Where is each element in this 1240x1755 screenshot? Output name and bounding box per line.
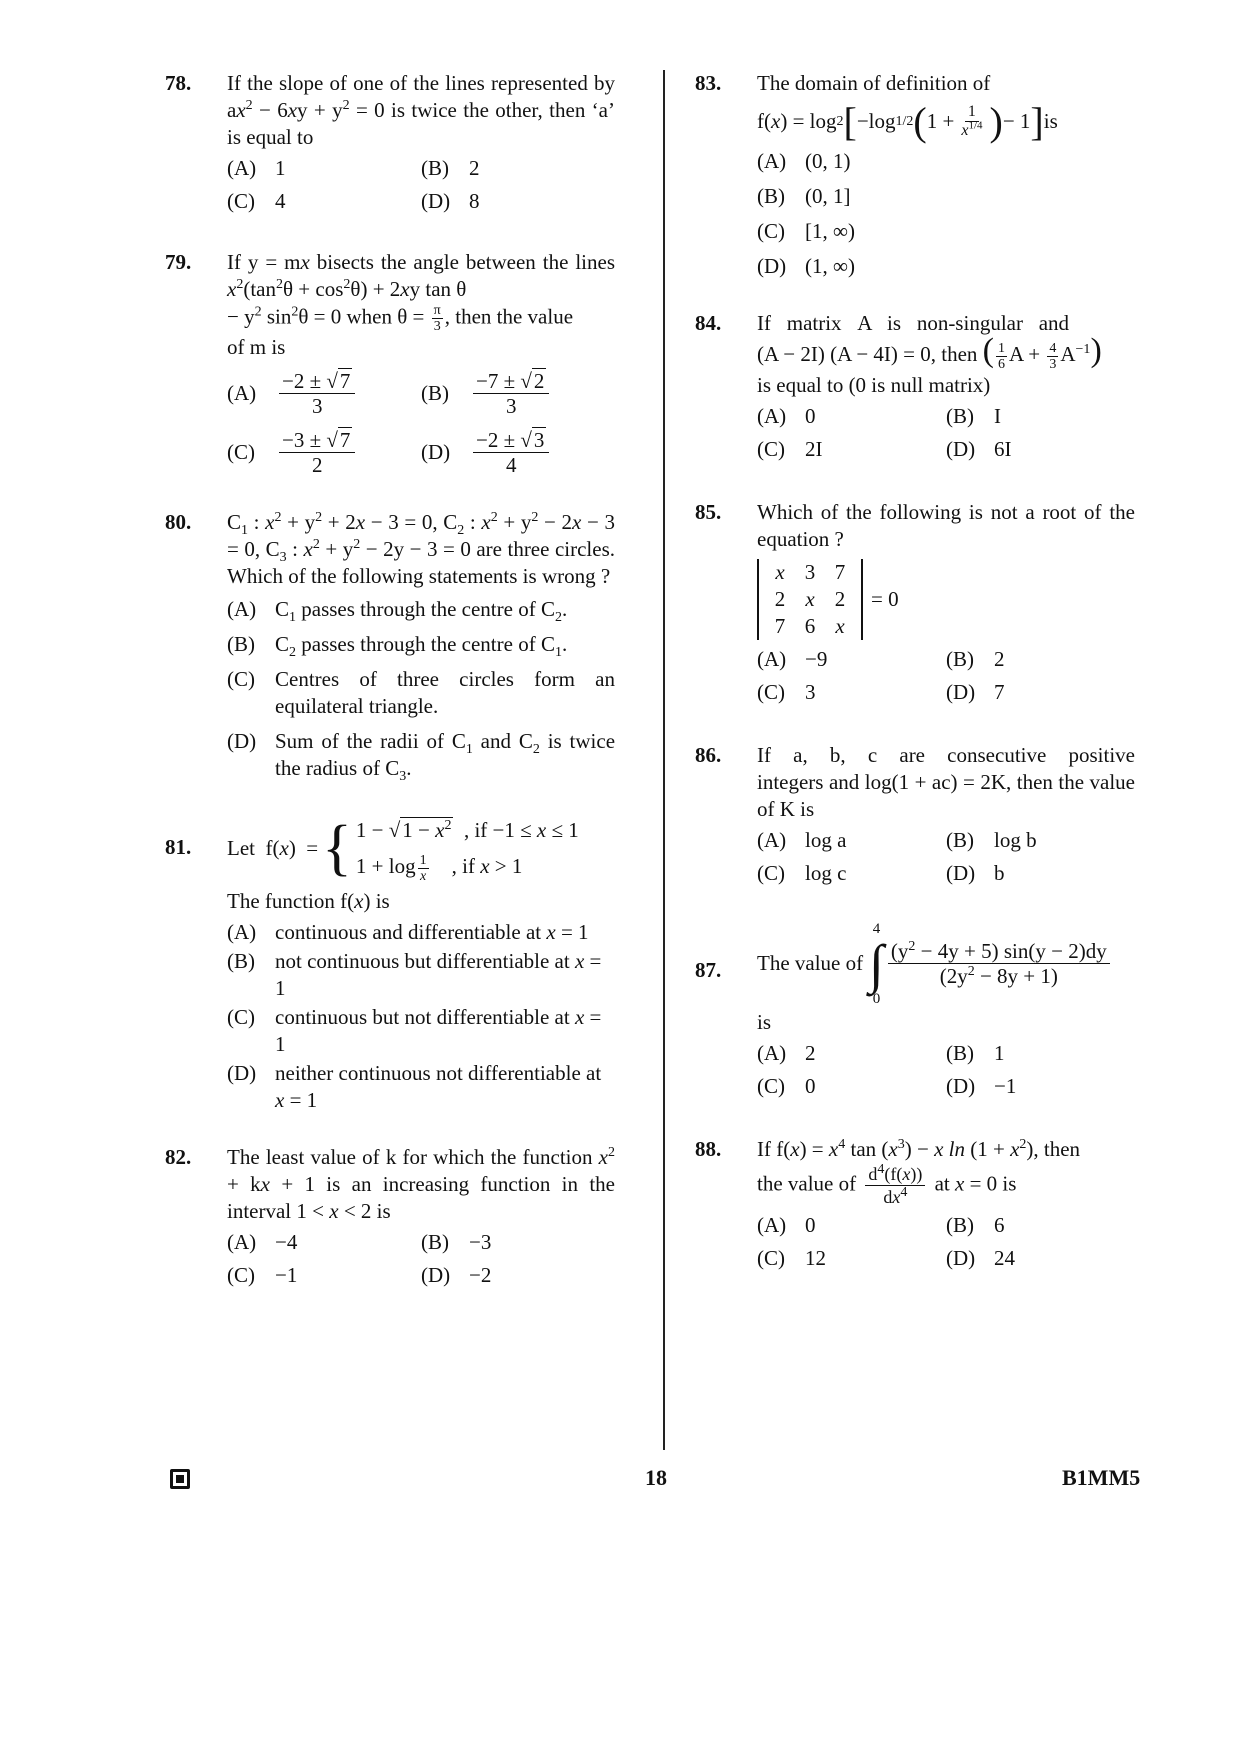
question-83 xyxy=(695,70,1135,280)
question-number: 78. xyxy=(165,71,192,95)
option-b: (B) 2 xyxy=(421,156,480,180)
options xyxy=(227,919,615,1114)
option-b: (B) $\frac{-7 \pm √2}{3}$ xyxy=(421,369,615,418)
option-a: (A) $\frac{-2 \pm √7}{3}$ xyxy=(227,369,421,418)
question-stem: If the slope of one of the lines represented by $ax^2 - 6xy + y^2 = 0$ is twice the other, then ‘a’ is equal to xyxy=(227,71,615,149)
question-stem: If $f(x) = x^4$ $\tan (x^3) - x$ $\ln (1 + x^2)$, then the value of $\frac{d^4(f(x))}{dx^4}$ at x = 0 is xyxy=(757,1136,1081,1207)
question-87 xyxy=(695,921,1135,1100)
question-substem: is xyxy=(757,1009,772,1034)
option-a: (A) 2 xyxy=(757,1040,816,1065)
options xyxy=(757,1212,1135,1272)
option-c: (C) $\frac{-3 \pm √7}{2}$ xyxy=(227,428,421,477)
question-stem: Let f(x) = { $1 - √1 - x^2$ , if −1 ≤ x ≤ 1 1 + log $\frac{1}{x}$ , if x > 1 xyxy=(227,814,579,884)
question-number: 84. xyxy=(695,311,722,335)
question-80 xyxy=(165,509,616,785)
determinant-equation: x 3 7 2 x 2 7 6 x = 0 xyxy=(757,559,1135,640)
option-c: (C) log c xyxy=(757,860,847,885)
option-d: (D) −1 xyxy=(946,1073,1017,1098)
options xyxy=(757,403,1135,463)
square-marker-icon xyxy=(170,1469,190,1489)
option-c: (C) Centres of three circles form an equilateral triangle. xyxy=(227,667,615,718)
question-stem: If y = mx bisects the angle between the lines $x^2(\tan^2\theta + \cos^2\theta) + 2xy$ tan θ − $y^2$ $\sin^2\theta = 0$ when θ = $\frac{\pi}{3}$ , then the value of m is xyxy=(227,250,615,359)
option-c: (C) [1, ∞) xyxy=(757,219,855,243)
question-85 xyxy=(695,499,1135,706)
question-stem: The value of 4 ∫ 0 $\frac{(y^2 - 4y + 5) \sin(y - 2)dy}{(2y^2 - 8y + 1)}$ xyxy=(757,921,1135,1007)
question-number: 83. xyxy=(695,71,722,95)
options xyxy=(757,827,1135,887)
option-d: (D) b xyxy=(946,860,1005,885)
question-stem: If matrix A is non-singular and (A − 2I) (A − 4I) = 0, then ( $\frac{1}{6}$ A + $\frac{4}{3}$ $A^{-1}$) is equal to (0 is null matrix) xyxy=(757,311,1102,397)
option-a: (A) −9 xyxy=(757,646,828,671)
option-a: (A) 1 xyxy=(227,156,286,180)
option-a: (A) 0 xyxy=(757,1212,816,1237)
option-b: (B) $C_2$ passes through the centre of $C_1$. xyxy=(227,632,568,661)
question-number: 85. xyxy=(695,499,722,524)
option-b: (B) 6 xyxy=(946,1212,1005,1237)
option-b: (B) not continuous but differentiable at x = 1 xyxy=(227,949,602,1000)
question-stem: The least value of k for which the function $x^2$ + kx + 1 is an increasing function in the interval 1 < x < 2 is xyxy=(227,1145,615,1223)
booklet-code: B1MM5 xyxy=(1062,1465,1141,1490)
options xyxy=(227,1229,615,1289)
option-d: (D) Sum of the radii of $C_1$ and $C_2$ is twice the radius of $C_3$. xyxy=(227,729,616,785)
option-d: (D) 8 xyxy=(421,189,480,213)
question-number: 80. xyxy=(165,510,192,534)
option-a: (A) continuous and differentiable at x = 1 xyxy=(227,920,589,944)
option-b: (B) log b xyxy=(946,827,1037,852)
page-number: 18 xyxy=(645,1465,667,1490)
option-d: (D) 6I xyxy=(946,436,1012,461)
option-b: (B) I xyxy=(946,403,1001,428)
option-d: (D) neither continuous not differentiable at x = 1 xyxy=(227,1061,602,1112)
question-substem: The function f(x) is xyxy=(227,889,390,913)
option-c: (C) continuous but not differentiable at x = 1 xyxy=(227,1005,602,1056)
options xyxy=(227,596,616,785)
question-86 xyxy=(695,742,1135,887)
question-81 xyxy=(165,812,615,1114)
option-d: (D) 24 xyxy=(946,1245,1015,1270)
question-stem: $C_1$ : $x^2 + y^2 + 2x - 3 = 0$, $C_2$ : $x^2 + y^2 - 2x - 3 = 0$, $C_3$ : $x^2 + y^2 - 2y - 3 = 0$ are three circles. Which of the following statements is wrong ? xyxy=(227,510,616,588)
option-b: (B) −3 xyxy=(421,1230,492,1254)
question-number: 81. xyxy=(165,835,192,859)
options xyxy=(757,646,1135,706)
option-d: (D) (1, ∞) xyxy=(757,254,855,278)
option-c: (C) 0 xyxy=(757,1073,816,1098)
question-number: 82. xyxy=(165,1145,192,1169)
left-column xyxy=(165,70,615,1289)
option-a: (A) log a xyxy=(757,827,847,852)
option-d: (D) −2 xyxy=(421,1263,492,1287)
options xyxy=(227,369,615,477)
right-column xyxy=(695,70,1135,1272)
option-c: (C) 4 xyxy=(227,189,286,213)
option-a: (A) −4 xyxy=(227,1230,298,1254)
question-84 xyxy=(695,310,1135,463)
option-c: (C) −1 xyxy=(227,1263,298,1287)
question-stem: If a, b, c are consecutive positive integers and log(1 + ac) = 2K, then the value of K is xyxy=(757,742,1135,821)
question-78 xyxy=(165,70,615,215)
option-d: (D) $\frac{-2 \pm √3}{4}$ xyxy=(421,428,615,477)
option-a: (A) 0 xyxy=(757,403,816,428)
column-divider xyxy=(663,70,665,1450)
question-stem: The domain of definition of xyxy=(757,71,991,95)
option-b: (B) (0, 1] xyxy=(757,184,851,208)
options xyxy=(227,155,615,215)
option-a: (A) (0, 1) xyxy=(757,149,851,173)
options xyxy=(757,148,1135,280)
option-b: (B) 2 xyxy=(946,646,1005,671)
option-b: (B) 1 xyxy=(946,1040,1005,1065)
question-formula: f( x ) = log 2 [ −log 1/2 ( 1 + $\frac{1}{x^{1/4}}$ ) − 1 ] is xyxy=(757,99,1058,144)
question-number: 86. xyxy=(695,742,722,767)
question-79 xyxy=(165,249,615,477)
question-82 xyxy=(165,1144,615,1289)
question-number: 79. xyxy=(165,250,192,274)
options xyxy=(757,1040,1135,1100)
question-88 xyxy=(695,1136,1135,1272)
question-stem: Which of the following is not a root of the equation ? xyxy=(757,499,1135,551)
option-c: (C) 2I xyxy=(757,436,823,461)
option-d: (D) 7 xyxy=(946,679,1005,704)
question-number: 87. xyxy=(695,957,722,982)
option-a: (A) $C_1$ passes through the centre of $C_2$. xyxy=(227,597,568,626)
option-c: (C) 12 xyxy=(757,1245,826,1270)
option-c: (C) 3 xyxy=(757,679,816,704)
question-number: 88. xyxy=(695,1136,722,1161)
